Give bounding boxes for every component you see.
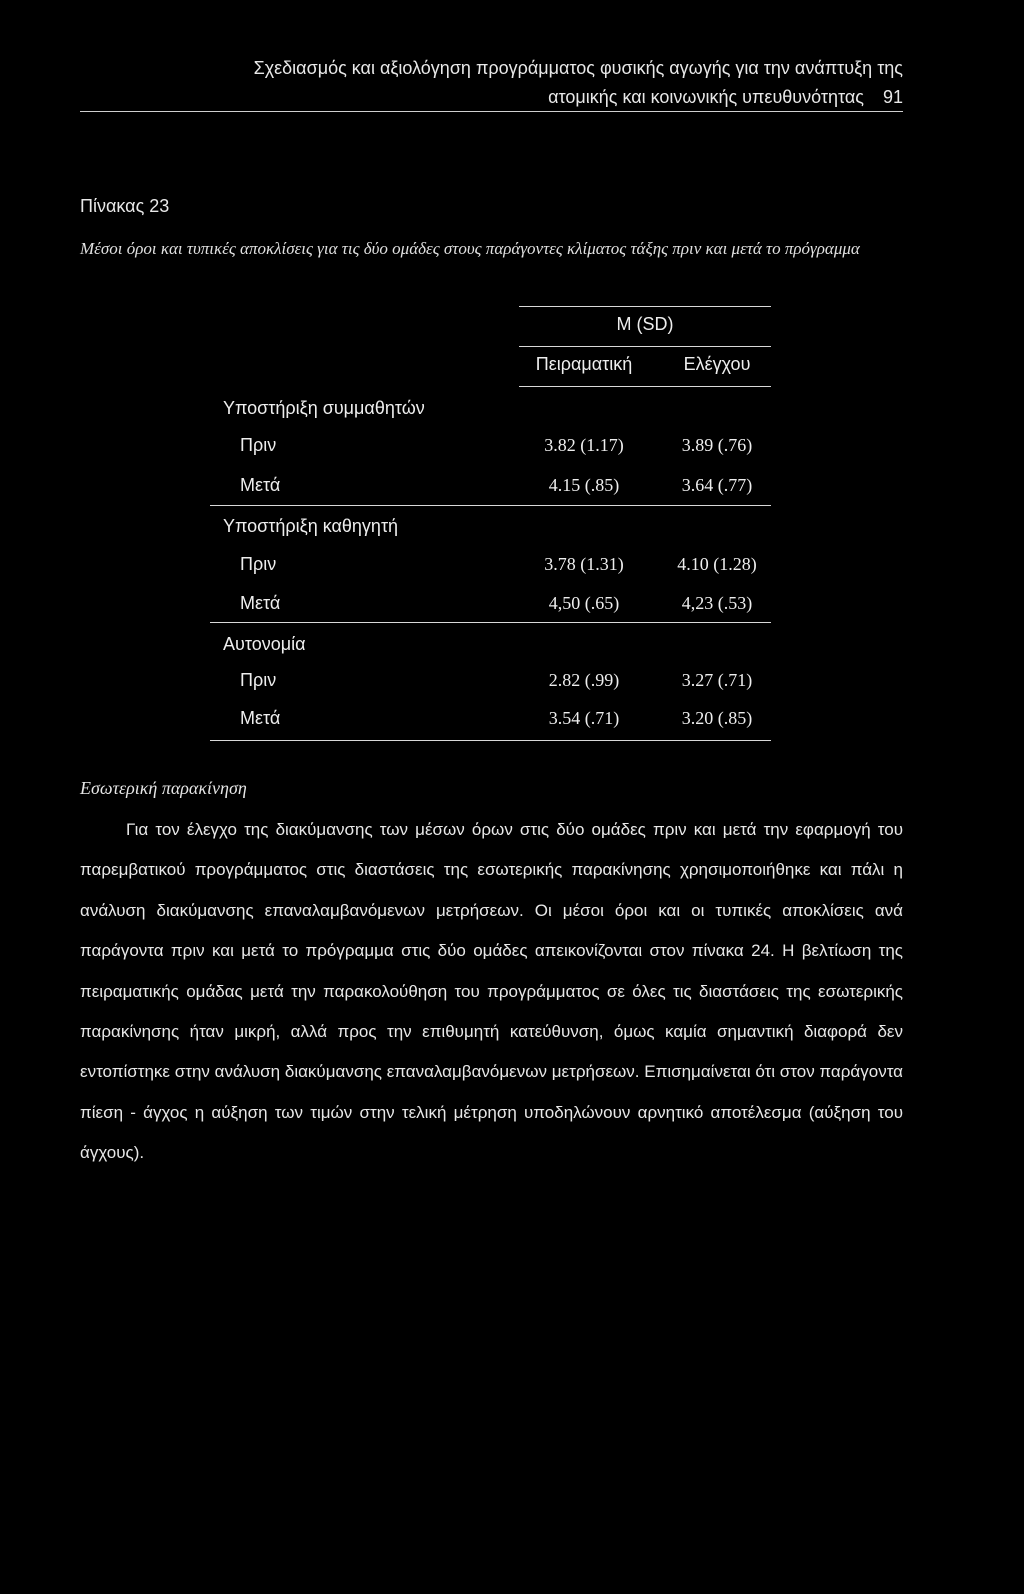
page-header-line2 bbox=[80, 83, 903, 112]
header-bottom-rule bbox=[519, 386, 771, 387]
cell-control: 3.89 (.76) bbox=[681, 435, 753, 455]
header-divider bbox=[80, 111, 903, 112]
table-caption: Μέσοι όροι και τυπικές αποκλίσεις για τις δύο ομάδες στους παράγοντες κλίματος τάξης πριν και μετά το πρόγραμμα bbox=[80, 239, 860, 258]
table-number: Πίνακας 23 bbox=[80, 196, 170, 216]
section-heading: Εσωτερική παρακίνηση bbox=[80, 778, 247, 798]
page-header bbox=[80, 54, 903, 112]
row-label-before: Πριν bbox=[240, 554, 277, 574]
column-group-rule bbox=[519, 346, 771, 347]
section-label: Υποστήριξη συμμαθητών bbox=[223, 398, 425, 418]
section-divider bbox=[210, 622, 771, 623]
row-label-before: Πριν bbox=[240, 435, 277, 455]
cell-experimental: 3.54 (.71) bbox=[548, 708, 620, 728]
page-number: 91 bbox=[882, 87, 903, 107]
page-header-subtitle: ατομικής και κοινωνικής υπευθυνότητας bbox=[548, 87, 864, 107]
column-header-control: Ελέγχου bbox=[683, 354, 751, 374]
cell-control: 3.27 (.71) bbox=[681, 670, 753, 690]
row-label-before: Πριν bbox=[240, 670, 277, 690]
cell-control: 3.20 (.85) bbox=[681, 708, 753, 728]
row-label-after: Μετά bbox=[240, 708, 281, 728]
page-header-line1: Σχεδιασμός και αξιολόγηση προγράμματος φυσικής αγωγής για την ανάπτυξη της bbox=[253, 58, 903, 78]
section-label: Υποστήριξη καθηγητή bbox=[223, 516, 399, 536]
cell-experimental: 4,50 (.65) bbox=[548, 593, 620, 613]
cell-control: 4.10 (1.28) bbox=[677, 554, 757, 574]
cell-experimental: 2.82 (.99) bbox=[548, 670, 620, 690]
cell-experimental: 3.78 (1.31) bbox=[544, 554, 624, 574]
cell-experimental: 3.82 (1.17) bbox=[544, 435, 624, 455]
table-top-rule bbox=[519, 306, 771, 307]
row-label-after: Μετά bbox=[240, 593, 281, 613]
cell-experimental: 4.15 (.85) bbox=[548, 475, 620, 495]
table-bottom-rule bbox=[210, 740, 771, 741]
row-label-after: Μετά bbox=[240, 475, 281, 495]
section-label: Αυτονομία bbox=[223, 634, 306, 654]
cell-control: 3.64 (.77) bbox=[681, 475, 753, 495]
section-divider bbox=[210, 505, 771, 506]
column-group-header: M (SD) bbox=[616, 314, 674, 334]
cell-control: 4,23 (.53) bbox=[681, 593, 753, 613]
column-header-experimental: Πειραματική bbox=[535, 354, 633, 374]
body-paragraph: Για τον έλεγχο της διακύμανσης των μέσων όρων στις δύο ομάδες πριν και μετά την εφαρμογή του παρεμβατικού προγράμματος στις διαστάσεις της εσωτερικής παρακίνησης χρησιμοποιήθηκε και πάλι η ανάλυση διακύμανσης επαναλαμβανόμενων μετρήσεων. Οι μέσοι όροι και οι τυπικές αποκλίσεις ανά παράγοντα πριν και μετά το πρόγραμμα στις δύο ομάδες απεικονίζονται στον πίνακα 24. Η βελτίωση της πειραματικής ομάδας μετά την παρακολούθηση του προγράμματος σε όλες τις διαστάσεις της εσωτερικής παρακίνησης ήταν μικρή, αλλά προς την επιθυμητή κατεύθυνση, όμως καμία σημαντική διαφορά δεν εντοπίστηκε στην ανάλυση διακύμανσης επαναλαμβανόμενων μετρήσεων. Επισημαίνεται ότι στον παράγοντα πίεση - άγχος η αύξηση των τιμών στην τελική μέτρηση υποδηλώνουν αρνητικό αποτέλεσμα (αύξηση του άγχους). bbox=[80, 820, 903, 1163]
